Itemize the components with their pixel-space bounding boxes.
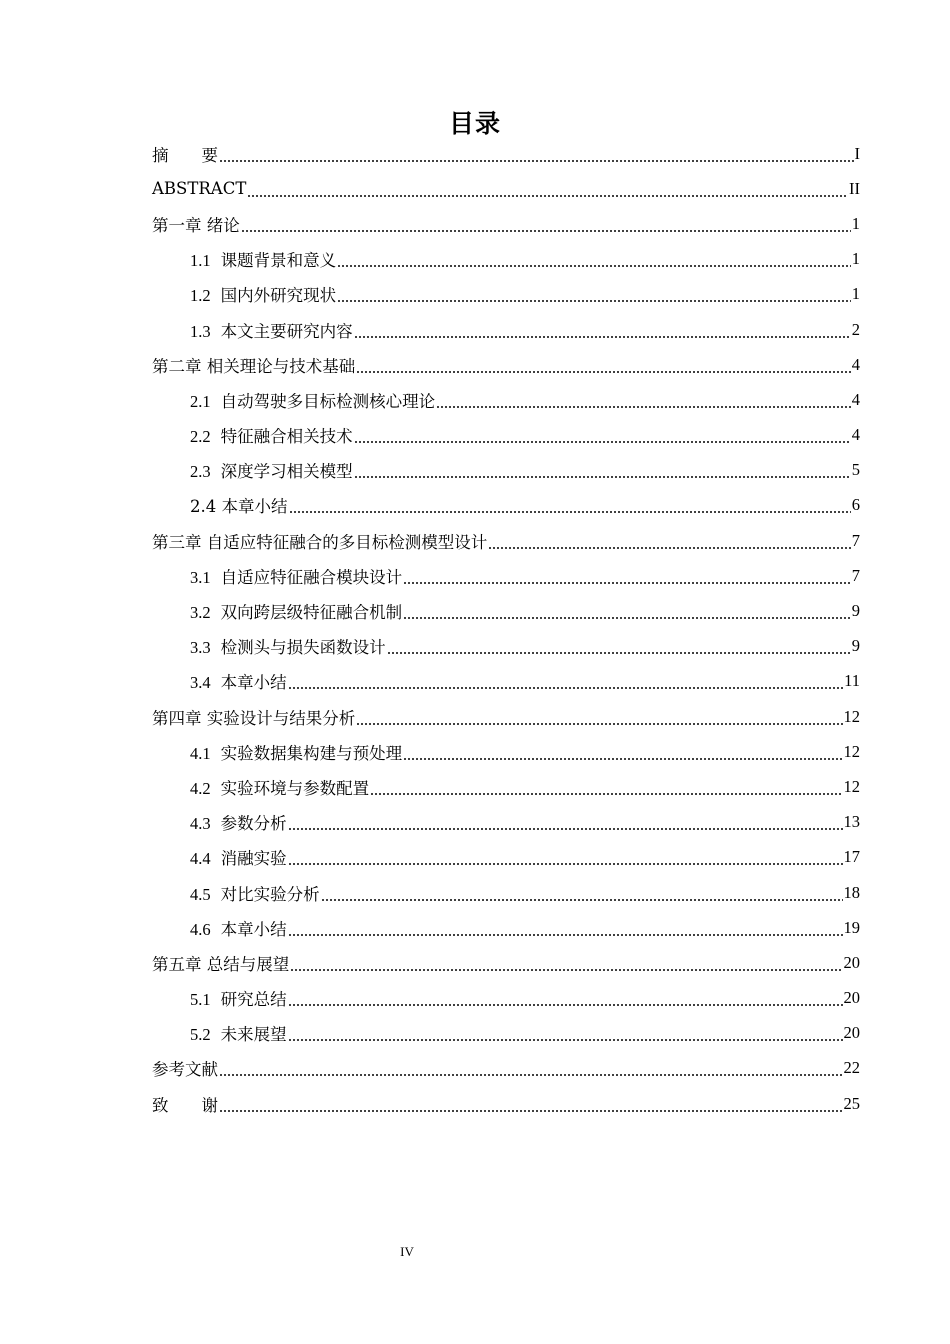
toc-entry[interactable] — [152, 734, 860, 769]
toc-entry[interactable] — [152, 769, 860, 804]
toc-entry-text: 第四章 实验设计与结果分析 — [152, 708, 356, 728]
toc-page-number: 6 — [851, 495, 860, 515]
toc-entry-label — [190, 740, 402, 764]
toc-page-number: 4 — [851, 425, 860, 445]
toc-page-number: I — [854, 143, 860, 163]
toc-entry[interactable] — [152, 488, 860, 523]
toc-page-number: 20 — [843, 988, 860, 1008]
toc-title: 目录 — [448, 109, 501, 138]
toc-page-number: 20 — [843, 1023, 860, 1043]
toc-section-number: 1.2 — [190, 286, 211, 306]
toc-section-number: 4.4 — [190, 849, 211, 869]
toc-page-number: 4 — [851, 389, 860, 409]
dot-leader — [219, 1059, 843, 1077]
toc-page-number: 25 — [843, 1093, 860, 1113]
dot-leader — [321, 884, 843, 902]
toc-entry-label — [190, 916, 287, 940]
toc-entry-label — [152, 353, 355, 377]
dot-leader — [403, 567, 851, 585]
dot-leader — [219, 145, 854, 163]
toc-entry-label — [152, 951, 289, 975]
toc-entry-text: 第二章 相关理论与技术基础 — [152, 356, 356, 376]
toc-entry-text: 第五章 总结与展望 — [152, 954, 290, 974]
toc-entry-label — [190, 775, 369, 799]
toc-page-number: 13 — [843, 812, 860, 832]
toc-page-number: 12 — [843, 776, 860, 796]
dot-leader — [370, 778, 842, 796]
toc-entry[interactable] — [152, 558, 860, 593]
toc-section-number: 2.2 — [190, 427, 211, 447]
dot-leader — [337, 285, 851, 303]
toc-entry-text: 对比实验分析 — [220, 884, 320, 904]
dot-leader — [288, 848, 843, 866]
toc-entry-label — [190, 318, 353, 342]
toc-section-number: 2.3 — [190, 462, 211, 482]
toc-entry-text: 消融实验 — [220, 849, 287, 869]
toc-entry-label — [190, 282, 336, 306]
toc-entry-text: 自动驾驶多目标检测核心理论 — [220, 391, 436, 411]
toc-entry-text: 特征融合相关技术 — [220, 427, 353, 447]
toc-entry-label — [190, 634, 386, 658]
dot-leader — [356, 356, 851, 374]
toc-entry-text: 摘 要 — [152, 145, 218, 165]
toc-section-number: 5.1 — [190, 990, 211, 1010]
toc-entry-text: 实验环境与参数配置 — [220, 778, 370, 798]
toc-entry[interactable] — [152, 699, 860, 734]
toc-entry[interactable] — [152, 629, 860, 664]
toc-entry-text: 国内外研究现状 — [220, 286, 337, 306]
toc-entry-text: 实验数据集构建与预处理 — [220, 743, 403, 763]
table-of-contents — [152, 136, 860, 1121]
toc-entry-label — [190, 493, 288, 517]
toc-section-number: 3.4 — [190, 673, 211, 693]
toc-entry[interactable] — [152, 593, 860, 628]
dot-leader — [436, 391, 851, 409]
toc-entry-text: 2.4 本章小结 — [190, 497, 288, 517]
toc-entry-label — [190, 423, 353, 447]
toc-page-number: 1 — [851, 249, 860, 269]
toc-entry-label — [190, 986, 287, 1010]
dot-leader — [288, 813, 843, 831]
toc-entry-label — [152, 1092, 218, 1116]
toc-section-number: 4.3 — [190, 814, 211, 834]
toc-entry-label — [152, 1056, 218, 1080]
toc-entry[interactable] — [152, 1086, 860, 1121]
toc-section-number: 3.2 — [190, 603, 211, 623]
dot-leader — [289, 496, 851, 514]
toc-page-number: 5 — [851, 460, 860, 480]
toc-page-number: 20 — [843, 952, 860, 972]
toc-entry[interactable] — [152, 136, 860, 171]
toc-entry-label — [190, 669, 287, 693]
toc-page-number: 18 — [843, 882, 860, 902]
toc-entry-text: 致 谢 — [152, 1095, 218, 1115]
toc-section-number: 4.1 — [190, 743, 211, 763]
toc-entry[interactable] — [152, 875, 860, 910]
toc-entry[interactable] — [152, 171, 860, 206]
toc-page-number: 11 — [844, 671, 860, 691]
toc-entry-text: 第三章 自适应特征融合的多目标检测模型设计 — [152, 532, 488, 552]
dot-leader — [247, 180, 848, 198]
toc-entry-text: ABSTRACT — [152, 179, 247, 199]
toc-entry-label — [190, 881, 320, 905]
toc-entry[interactable] — [152, 1051, 860, 1086]
toc-section-number: 1.1 — [190, 251, 211, 271]
toc-entry-label — [190, 1021, 287, 1045]
toc-entry-text: 未来展望 — [220, 1025, 287, 1045]
dot-leader — [288, 1024, 843, 1042]
toc-entry[interactable] — [152, 910, 860, 945]
toc-entry[interactable] — [152, 840, 860, 875]
dot-leader — [288, 672, 843, 690]
dot-leader — [488, 532, 851, 550]
toc-entry-label — [190, 388, 435, 412]
toc-page-number: 9 — [851, 636, 860, 656]
dot-leader — [354, 426, 851, 444]
dot-leader — [356, 708, 842, 726]
toc-entry-label — [152, 705, 355, 729]
toc-entry[interactable] — [152, 523, 860, 558]
dot-leader — [241, 215, 851, 233]
toc-page-number: II — [849, 178, 860, 198]
dot-leader — [219, 1095, 843, 1113]
toc-section-number: 4.2 — [190, 778, 211, 798]
dot-leader — [337, 250, 851, 268]
toc-entry-text: 本文主要研究内容 — [220, 321, 353, 341]
toc-page-number: 4 — [851, 354, 860, 374]
dot-leader — [387, 637, 851, 655]
toc-page-number: 12 — [843, 741, 860, 761]
toc-entry-text: 双向跨层级特征融合机制 — [220, 603, 403, 623]
toc-entry-label — [190, 458, 353, 482]
toc-entry-label — [190, 599, 402, 623]
toc-section-number: 3.1 — [190, 567, 211, 587]
dot-leader — [288, 989, 843, 1007]
toc-page-number: 1 — [851, 284, 860, 304]
toc-entry-text: 课题背景和意义 — [220, 251, 337, 271]
toc-page-number: 7 — [851, 530, 860, 550]
dot-leader — [403, 743, 842, 761]
toc-entry-label — [190, 810, 287, 834]
toc-entry-label — [152, 212, 240, 236]
toc-entry[interactable] — [152, 1016, 860, 1051]
toc-entry-label — [190, 564, 402, 588]
toc-page-number: 22 — [843, 1058, 860, 1078]
toc-entry[interactable] — [152, 805, 860, 840]
toc-entry-text: 自适应特征融合模块设计 — [220, 567, 403, 587]
toc-entry[interactable] — [152, 347, 860, 382]
dot-leader — [288, 919, 843, 937]
toc-section-number: 3.3 — [190, 638, 211, 658]
toc-page-number: 7 — [851, 565, 860, 585]
toc-entry-text: 检测头与损失函数设计 — [220, 638, 386, 658]
toc-entry-text: 本章小结 — [220, 673, 287, 693]
toc-entry-text: 第一章 绪论 — [152, 215, 240, 235]
toc-entry[interactable] — [152, 382, 860, 417]
dot-leader — [290, 954, 842, 972]
dot-leader — [403, 602, 851, 620]
toc-entry[interactable] — [152, 981, 860, 1016]
toc-entry[interactable] — [152, 945, 860, 980]
toc-entry-label — [190, 247, 336, 271]
toc-section-number: 1.3 — [190, 321, 211, 341]
toc-page-number: 12 — [843, 706, 860, 726]
toc-entry-text: 参数分析 — [220, 814, 287, 834]
toc-entry[interactable] — [152, 664, 860, 699]
toc-entry-text: 研究总结 — [220, 990, 287, 1010]
toc-entry[interactable] — [152, 453, 860, 488]
toc-page-number: 17 — [843, 847, 860, 867]
toc-page-number: 2 — [851, 319, 860, 339]
toc-section-number: 4.5 — [190, 884, 211, 904]
toc-entry-label — [152, 529, 487, 553]
toc-entry[interactable] — [152, 277, 860, 312]
toc-page-number: 9 — [851, 601, 860, 621]
toc-entry-text: 深度学习相关模型 — [220, 462, 353, 482]
toc-entry-label — [152, 179, 246, 198]
toc-entry[interactable] — [152, 312, 860, 347]
toc-entry-label — [152, 142, 218, 166]
toc-entry-text: 本章小结 — [220, 919, 287, 939]
toc-section-number: 4.6 — [190, 919, 211, 939]
toc-section-number: 5.2 — [190, 1025, 211, 1045]
toc-entry-label — [190, 845, 287, 869]
toc-entry[interactable] — [152, 242, 860, 277]
toc-entry-text: 参考文献 — [152, 1060, 218, 1080]
dot-leader — [354, 461, 851, 479]
page-number: IV — [400, 1244, 414, 1259]
toc-page-number: 1 — [851, 213, 860, 233]
toc-page-number: 19 — [843, 917, 860, 937]
dot-leader — [354, 321, 851, 339]
toc-entry[interactable] — [152, 418, 860, 453]
toc-entry[interactable] — [152, 206, 860, 241]
toc-section-number: 2.1 — [190, 391, 211, 411]
